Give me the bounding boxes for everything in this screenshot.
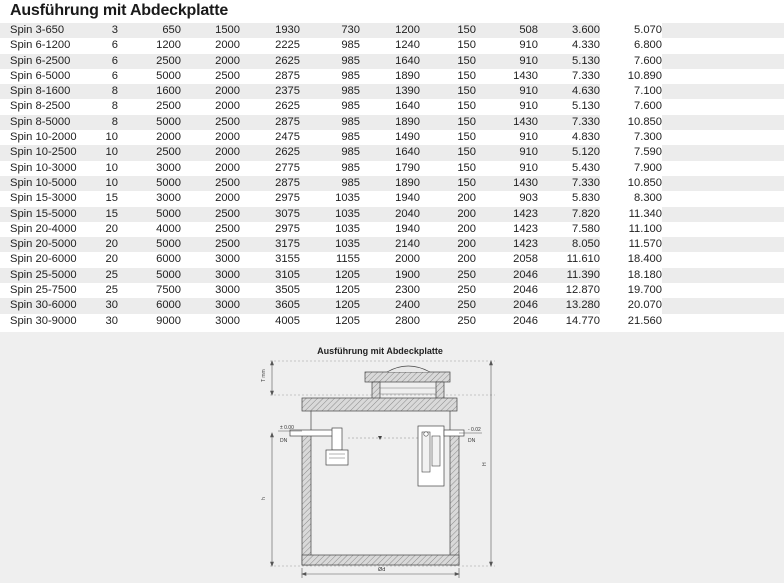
table-cell: 30 [88,298,118,313]
table-spacer [662,314,784,329]
table-spacer [662,207,784,222]
table-cell: 3000 [118,191,181,206]
table-cell: 1200 [118,38,181,53]
table-cell: 1940 [360,222,420,237]
table-cell: 10.850 [600,115,662,130]
table-cell: 1205 [300,283,360,298]
table-cell: 19.700 [600,283,662,298]
table-spacer [662,191,784,206]
table-cell: 5000 [118,115,181,130]
table-spacer [662,69,784,84]
table-cell: 6 [88,69,118,84]
table-cell: 985 [300,161,360,176]
table-cell: 4005 [240,314,300,329]
table-cell: 1500 [181,23,240,38]
table-cell: 8.050 [538,237,600,252]
table-cell: 7.590 [600,145,662,160]
label-h-total: H [482,462,488,466]
table-cell: 250 [420,314,476,329]
tank-wall-right [450,433,459,565]
table-cell: Spin 20-5000 [0,237,88,252]
spec-table-body [0,23,784,329]
level-right-label: - 0.02 [468,427,481,433]
table-cell: 1035 [300,191,360,206]
table-cell: 11.390 [538,268,600,283]
table-row [0,38,784,53]
table-cell: 5000 [118,268,181,283]
table-cell: 1205 [300,268,360,283]
table-cell: 2225 [240,38,300,53]
table-cell: 985 [300,38,360,53]
table-cell: 5.830 [538,191,600,206]
table-cell: 150 [420,145,476,160]
table-cell: 10 [88,161,118,176]
table-cell: 30 [88,314,118,329]
table-cell: 150 [420,161,476,176]
table-spacer [662,115,784,130]
table-cell: 985 [300,130,360,145]
table-cell: 1640 [360,145,420,160]
table-cell: 4000 [118,222,181,237]
table-cell: 250 [420,283,476,298]
table-cell: 2875 [240,69,300,84]
table-cell: 1035 [300,222,360,237]
inlet-box [326,450,348,465]
table-cell: 8 [88,84,118,99]
table-cell: 3.600 [538,23,600,38]
table-cell: 7.100 [600,84,662,99]
table-cell: Spin 3-650 [0,23,88,38]
table-cell: 150 [420,176,476,191]
table-cell: 3105 [240,268,300,283]
table-row [0,222,784,237]
table-row [0,84,784,99]
table-cell: Spin 6-5000 [0,69,88,84]
table-cell: 21.560 [600,314,662,329]
table-row [0,54,784,69]
table-cell: 3 [88,23,118,38]
dn-right-label: DN [468,438,476,444]
table-cell: 2000 [181,130,240,145]
table-row [0,23,784,38]
table-cell: 2500 [118,145,181,160]
table-cell: 2975 [240,222,300,237]
table-cell: 5.120 [538,145,600,160]
table-cell: 1890 [360,69,420,84]
table-cell: 1640 [360,54,420,69]
table-spacer [662,268,784,283]
table-cell: 10.890 [600,69,662,84]
table-cell: 8 [88,115,118,130]
table-cell: 6 [88,38,118,53]
table-cell: 1200 [360,23,420,38]
table-cell: 2500 [181,176,240,191]
table-spacer [662,237,784,252]
table-spacer [662,130,784,145]
table-cell: Spin 6-2500 [0,54,88,69]
table-cell: 7.900 [600,161,662,176]
table-cell: 200 [420,237,476,252]
table-cell: 2500 [118,99,181,114]
table-cell: 985 [300,176,360,191]
table-cell: 1490 [360,130,420,145]
table-spacer [662,145,784,160]
table-row [0,69,784,84]
table-cell: 2000 [181,84,240,99]
table-cell: 3000 [118,161,181,176]
table-cell: 2375 [240,84,300,99]
table-cell: 2500 [181,207,240,222]
table-spacer [662,38,784,53]
table-cell: 2500 [181,69,240,84]
table-cell: 7.820 [538,207,600,222]
table-cell: 650 [118,23,181,38]
table-cell: Spin 30-9000 [0,314,88,329]
table-cell: 7.330 [538,115,600,130]
table-cell: 5000 [118,69,181,84]
table-cell: 3175 [240,237,300,252]
table-cell: 1423 [476,207,538,222]
table-cell: 508 [476,23,538,38]
table-cell: 2140 [360,237,420,252]
table-cell: 20 [88,222,118,237]
table-cell: 200 [420,207,476,222]
table-cell: 250 [420,268,476,283]
table-cell: 2000 [181,191,240,206]
table-cell: 3000 [181,252,240,267]
table-cell: 6000 [118,252,181,267]
table-cell: 150 [420,23,476,38]
table-cell: 2475 [240,130,300,145]
table-cell: 2625 [240,99,300,114]
table-cell: 985 [300,115,360,130]
table-cell: 15 [88,191,118,206]
table-cell: 2000 [181,54,240,69]
table-cell: 910 [476,161,538,176]
table-cell: 3000 [181,268,240,283]
table-cell: 150 [420,69,476,84]
table-cell: Spin 8-1600 [0,84,88,99]
table-cell: 2300 [360,283,420,298]
label-t: T mm [261,369,267,382]
table-cell: 1035 [300,237,360,252]
table-cell: 2625 [240,54,300,69]
table-cell: 6.800 [600,38,662,53]
table-cell: 2500 [181,222,240,237]
table-cell: 1600 [118,84,181,99]
table-cell: 2000 [118,130,181,145]
table-cell: 2000 [360,252,420,267]
table-cell: 2875 [240,176,300,191]
table-cell: 1423 [476,237,538,252]
table-row [0,298,784,313]
pump-body [422,432,430,472]
table-cell: 985 [300,84,360,99]
table-spacer [662,222,784,237]
table-row [0,161,784,176]
table-cell: 2040 [360,207,420,222]
table-cell: 10 [88,176,118,191]
table-cell: 5.130 [538,54,600,69]
left-dimension-lines [271,361,274,566]
table-spacer [662,161,784,176]
table-cell: 150 [420,115,476,130]
table-cell: Spin 25-7500 [0,283,88,298]
table-cell: Spin 20-4000 [0,222,88,237]
table-cell: 1890 [360,115,420,130]
table-cell: 910 [476,145,538,160]
table-cell: 2500 [181,237,240,252]
table-cell: 11.100 [600,222,662,237]
table-cell: 5000 [118,207,181,222]
table-row [0,130,784,145]
table-cell: 150 [420,54,476,69]
table-cell: Spin 15-3000 [0,191,88,206]
table-cell: 5.430 [538,161,600,176]
table-cell: 1640 [360,99,420,114]
table-cell: 4.630 [538,84,600,99]
level-left-label: ± 0.00 [280,425,294,431]
table-cell: 985 [300,145,360,160]
table-cell: Spin 10-2000 [0,130,88,145]
table-cell: 150 [420,130,476,145]
cover-slab [302,398,457,411]
table-cell: 10 [88,130,118,145]
page-title: Ausführung mit Abdeckplatte [10,2,229,19]
table-spacer [662,54,784,69]
table-cell: 25 [88,283,118,298]
table-spacer [662,283,784,298]
table-cell: 2000 [181,145,240,160]
table-cell: 14.770 [538,314,600,329]
table-spacer [662,252,784,267]
table-cell: 15 [88,207,118,222]
table-cell: 2625 [240,145,300,160]
table-cell: 910 [476,38,538,53]
diagram-title: Ausführung mit Abdeckplatte [317,346,443,356]
table-cell: 7.330 [538,69,600,84]
table-cell: 1423 [476,222,538,237]
table-cell: 2046 [476,298,538,313]
table-cell: 2046 [476,283,538,298]
table-cell: 5000 [118,237,181,252]
table-cell: 910 [476,54,538,69]
table-cell: Spin 15-5000 [0,207,88,222]
table-cell: 2046 [476,314,538,329]
table-cell: Spin 20-6000 [0,252,88,267]
table-spacer [662,298,784,313]
table-cell: 1940 [360,191,420,206]
table-cell: 7.330 [538,176,600,191]
table-cell: 1155 [300,252,360,267]
table-row [0,191,784,206]
table-cell: 3605 [240,298,300,313]
table-cell: 985 [300,99,360,114]
label-h: h [261,497,267,500]
table-spacer [662,99,784,114]
table-cell: 7.600 [600,99,662,114]
table-cell: 11.610 [538,252,600,267]
table-cell: 5.070 [600,23,662,38]
table-cell: 2000 [181,38,240,53]
table-cell: 200 [420,191,476,206]
table-spacer [662,84,784,99]
table-cell: 1890 [360,176,420,191]
table-row [0,252,784,267]
table-cell: 150 [420,84,476,99]
table-cell: 11.340 [600,207,662,222]
table-cell: 6000 [118,298,181,313]
table-cell: Spin 25-5000 [0,268,88,283]
right-dimension-line [490,361,493,566]
tank-floor [302,555,459,565]
table-cell: 910 [476,130,538,145]
table-cell: 1240 [360,38,420,53]
table-cell: 6 [88,54,118,69]
table-cell: Spin 10-5000 [0,176,88,191]
table-cell: 3000 [181,314,240,329]
table-cell: Spin 10-3000 [0,161,88,176]
table-cell: 730 [300,23,360,38]
table-cell: 903 [476,191,538,206]
table-cell: 20 [88,237,118,252]
table-cell: Spin 8-5000 [0,115,88,130]
table-cell: Spin 10-2500 [0,145,88,160]
table-cell: 1900 [360,268,420,283]
table-cell: 2046 [476,268,538,283]
table-cell: 2500 [181,115,240,130]
table-cell: 150 [420,38,476,53]
table-cell: 20.070 [600,298,662,313]
table-spacer [662,176,784,191]
table-cell: 2400 [360,298,420,313]
table-spacer [662,23,784,38]
table-cell: 3000 [181,298,240,313]
table-cell: 200 [420,252,476,267]
table-cell: 1930 [240,23,300,38]
table-cell: 250 [420,298,476,313]
table-cell: 2875 [240,115,300,130]
table-cell: 7.580 [538,222,600,237]
table-cell: 4.330 [538,38,600,53]
table-cell: 3505 [240,283,300,298]
table-cell: 7500 [118,283,181,298]
table-row [0,176,784,191]
table-cell: 18.180 [600,268,662,283]
table-cell: 3155 [240,252,300,267]
table-row [0,314,784,329]
table-row [0,99,784,114]
table-cell: 12.870 [538,283,600,298]
table-cell: 25 [88,268,118,283]
table-cell: Spin 8-2500 [0,99,88,114]
table-cell: Spin 30-6000 [0,298,88,313]
table-cell: 10 [88,145,118,160]
table-cell: 1390 [360,84,420,99]
table-cell: 2500 [118,54,181,69]
table-row [0,207,784,222]
table-cell: 8 [88,99,118,114]
inlet-elbow [332,428,342,450]
table-cell: 3000 [181,283,240,298]
table-cell: 1430 [476,115,538,130]
table-cell: 7.600 [600,54,662,69]
table-cell: 2058 [476,252,538,267]
table-cell: 1205 [300,298,360,313]
table-cell: 2800 [360,314,420,329]
manhole-cover [387,366,430,372]
table-row [0,145,784,160]
table-cell: 2000 [181,161,240,176]
table-cell: 3075 [240,207,300,222]
diameter-label: Ød [378,567,386,573]
table-cell: 2775 [240,161,300,176]
table-cell: 1035 [300,207,360,222]
tank-cross-section-drawing [250,358,520,580]
table-cell: 5.130 [538,99,600,114]
table-cell: 10.850 [600,176,662,191]
table-cell: 18.400 [600,252,662,267]
table-cell: 8.300 [600,191,662,206]
table-cell: 4.830 [538,130,600,145]
table-cell: 13.280 [538,298,600,313]
spec-table [0,23,784,329]
table-cell: 1430 [476,69,538,84]
table-cell: 7.300 [600,130,662,145]
table-cell: 985 [300,69,360,84]
dn-left-label: DN [280,438,288,444]
table-cell: 1790 [360,161,420,176]
table-cell: 910 [476,84,538,99]
table-cell: 11.570 [600,237,662,252]
table-cell: 200 [420,222,476,237]
table-cell: 2000 [181,99,240,114]
table-cell: 2975 [240,191,300,206]
table-cell: 1430 [476,176,538,191]
manhole-ring [365,372,450,382]
table-row [0,268,784,283]
table-row [0,237,784,252]
table-row [0,283,784,298]
table-cell: 150 [420,99,476,114]
table-cell: Spin 6-1200 [0,38,88,53]
table-cell: 1205 [300,314,360,329]
table-cell: 5000 [118,176,181,191]
tank-wall-left [302,433,311,565]
table-cell: 20 [88,252,118,267]
table-cell: 9000 [118,314,181,329]
table-cell: 985 [300,54,360,69]
table-row [0,115,784,130]
table-cell: 910 [476,99,538,114]
